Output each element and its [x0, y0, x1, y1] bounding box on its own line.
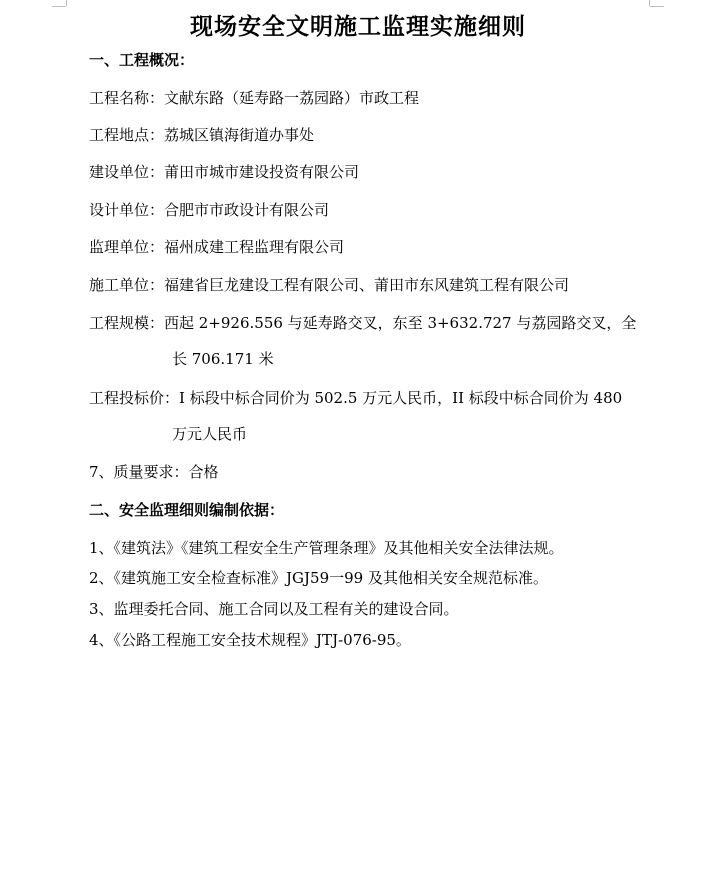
basis-item-4: 4、《公路工程施工安全技术规程》JTJ-076-95。	[89, 631, 411, 649]
section-heading-overview: 一、工程概况：	[89, 51, 195, 69]
construction-owner: 建设单位：莆田市城市建设投资有限公司	[89, 163, 360, 181]
corner-mark-right	[649, 0, 664, 6]
basis-item-1: 1、《建筑法》《建筑工程安全生产管理条理》及其他相关安全法律法规。	[89, 539, 564, 557]
supervision-unit: 监理单位：福州成建工程监理有限公司	[89, 238, 345, 256]
project-scale-line1: 工程规模：西起 2+926.556 与延寿路交叉，东至 3+632.727 与荔园路交叉，全	[89, 314, 637, 332]
design-unit: 设计单位：合肥市市政设计有限公司	[89, 201, 330, 219]
quality-requirement: 7、质量要求：合格	[89, 463, 219, 481]
basis-item-3: 3、监理委托合同、施工合同以及工程有关的建设合同。	[89, 600, 459, 618]
section-heading-basis: 二、安全监理细则编制依据：	[89, 501, 285, 519]
bid-price-line1: 工程投标价：I 标段中标合同价为 502.5 万元人民币，II 标段中标合同价为 480	[89, 389, 623, 407]
corner-mark-left	[52, 0, 67, 6]
margin-mark-left	[52, 6, 66, 7]
project-name: 工程名称：文献东路（延寿路一荔园路）市政工程	[89, 89, 420, 107]
bid-price-line2: 万元人民币	[172, 425, 248, 443]
project-scale-line2: 长 706.171 米	[172, 350, 274, 368]
margin-mark-right	[650, 6, 664, 7]
contractor-unit: 施工单位：福建省巨龙建设工程有限公司、莆田市东风建筑工程有限公司	[89, 276, 570, 294]
basis-item-2: 2、《建筑施工安全检查标准》JGJ59一99 及其他相关安全规范标准。	[89, 569, 548, 587]
page-title: 现场安全文明施工监理实施细则	[190, 13, 526, 40]
project-location: 工程地点：荔城区镇海街道办事处	[89, 126, 315, 144]
